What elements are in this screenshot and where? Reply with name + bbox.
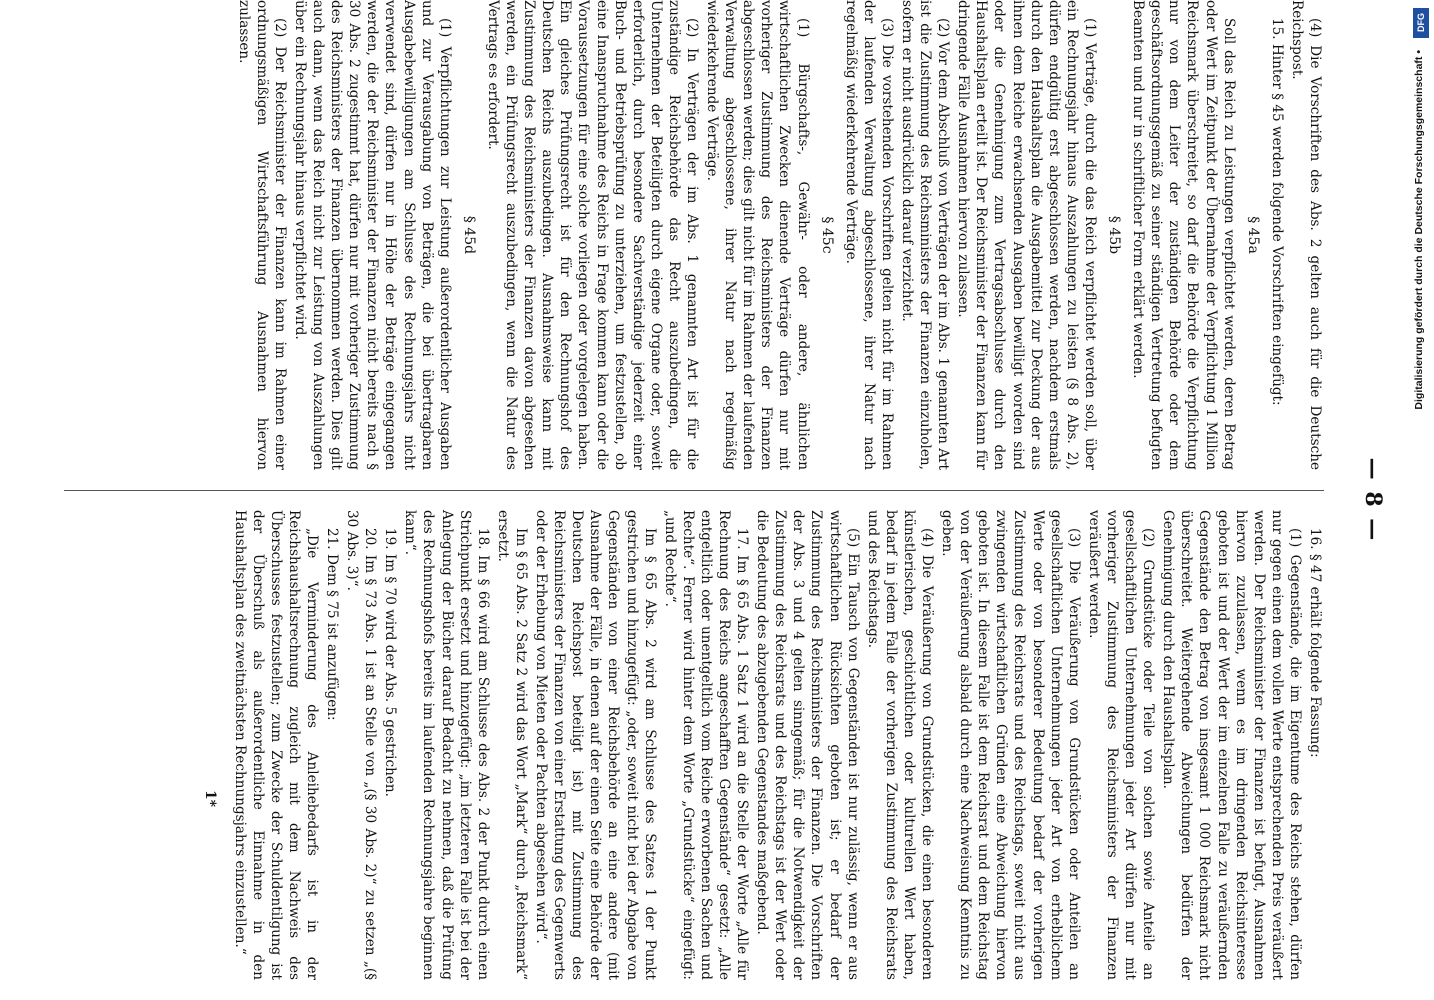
column-divider <box>64 490 1324 491</box>
paragraph: 20. Im § 73 Abs. 1 ist an Stelle von „(§ 30 Abs. 2)“ zu setzen „(§ 30 Abs. 3)“. <box>344 510 379 980</box>
section-heading: § 45d <box>460 215 477 255</box>
paragraph: 15. Hinter § 45 werden folgende Vorschriften eingefügt: <box>1268 18 1285 406</box>
paragraph: Soll das Reich zu Leistungen verpflichtet werden, deren Betrag oder Wert im Zeitpunkt der Übernahme der Verpflichtung 1 Million Reichsmark überschreitet, so darf die Behörde die Verpflichtung nur von dem Leiter der zuständigen Behörde oder dem geschäftsordnungsgemäß zu seiner ständigen Vertretung befugten Beamten und nur in schriftlicher Form erklärt werden. <box>1130 0 1237 470</box>
paragraph: (4) Die Veräußerung von Grundstücken, die einen besonderen künstlerischen, geschichtlichen oder kulturellen Wert haben, bedarf in jedem Falle der vorherigen Zustimmung des Reichsrats und des Reichstags. <box>864 510 936 980</box>
paragraph: (3) Die Veräußerung von Grundstücken oder Anteilen an gesellschaftlichen Unternehmungen jeder Art von erheblichem Werte oder von besonderer Bedeutung bedarf der vorherigen Zustimmung des Reichsrats und des Reichstags, soweit nicht aus zwingenden wirtschaftlichen Gründen eine Abweichung hiervon geboten ist. In diesem Falle ist dem Reichsrat und dem Reichstag von der Veräußerung alsbald durch eine Nachweisung Kenntnis zu geben. <box>939 510 1082 980</box>
paragraph: 16. § 47 erhält folgende Fassung: <box>1307 528 1323 758</box>
paragraph: (2) Grundstücke oder Teile von solchen sowie Anteile an gesellschaftlichen Unternehmungen jeder Art dürfen nur mit vorheriger Zustimmung des Reichsministers der Finanzen veräußert werden. <box>1085 510 1157 980</box>
signature-mark: 1* <box>202 790 218 808</box>
credit-text: Digitalisierung gefördert durch die Deutsche Forschungsgemeinschaft • <box>1413 50 1425 410</box>
paragraph: (4) Die Vorschriften des Abs. 2 gelten auch für die Deutsche Reichspost. <box>1288 0 1323 470</box>
paragraph: (2) Vor dem Abschluß von Verträgen der im Abs. 1 genannten Art ist die Zustimmung des Reichsministers der Finanzen einzuholen, sofern er nicht ausdrücklich darauf verzichtet. <box>899 0 952 470</box>
paragraph: 18. Im § 66 wird am Schlusse des Abs. 2 der Punkt durch einen Strichpunkt ersetzt und hinzugefügt: „im letzteren Falle ist bei der Anlegung der Bücher darauf Bedacht zu nehmen, daß die Prüfung des Rechnungshofs bereits im laufenden Rechnungsjahre beginnen kann“. <box>402 510 491 980</box>
section-heading: § 45c <box>818 216 835 254</box>
digitization-credit <box>1410 0 1432 1000</box>
rotated-page-content <box>64 0 1404 1000</box>
paragraph: (5) Ein Tausch von Gegenständen ist nur zulässig, wenn er aus wirtschaftlichen Rücksichten geboten ist; er bedarf der Zustimmung des Reichsministers der Finanzen. Die Vorschriften der Abs. 3 und 4 gelten sinngemäß; für die Notwendigkeit der Zustimmung des Reichsrats und des Reichstags ist der Wert oder die Bedeutung des abzugebenden Gegenstandes maßgebend. <box>754 510 861 980</box>
paragraph: 21. Dem § 75 ist anzufügen: <box>324 528 341 721</box>
right-text-column <box>228 510 1324 980</box>
dfg-logo: DFG <box>1413 8 1429 38</box>
paragraph: Im § 65 Abs. 2 Satz 2 wird das Wort „Mark“ durch „Reichsmark“ ersetzt. <box>494 510 529 980</box>
paragraph: (3) Die vorstehenden Vorschriften gelten nicht für im Rahmen der laufenden Verwaltung abgeschlossene, ihrer Natur nach regelmäßig wiederkehrende Verträge. <box>842 0 895 470</box>
section-heading: § 45a <box>1244 216 1261 254</box>
paragraph: (2) Der Reichsminister der Finanzen kann im Rahmen einer ordnungsmäßigen Wirtschaftsführung Ausnahmen hiervon zulassen. <box>235 0 288 470</box>
page-number: — 8 — <box>1360 457 1386 543</box>
paragraph: (1) Verpflichtungen zur Leistung außerordentlicher Ausgaben und zur Verausgabung von Beträgen, die bei übertragbaren Ausgabebewilligungen am Schlusse des Rechnungsjahrs nicht verwendet sind, dürfen nur in Höhe der Beträge eingegangen werden, die der Reichsminister der Finanzen nicht bereits nach § 30 Abs. 2 zugestimmt hat, dürfen nur mit vorheriger Zustimmung des Reichsministers der Finanzen übernommen werden. Dies gilt auch dann, wenn das Reich nicht zur Leistung von Auszahlungen über ein Rechnungsjahr hinaus verpflichtet wird. <box>292 0 453 470</box>
paragraph: Im § 65 Abs. 2 wird am Schlusse des Satzes 1 der Punkt gestrichen und hinzugefügt: „oder, soweit nicht bei der Abgabe von Gegenständen von einer Reichsbehörde an eine andere (mit Ausnahme der Fälle, in denen auf der einen Seite eine Behörde der Deutschen Reichspost beteiligt ist) mit Zustimmung des Reichsministers der Finanzen von einer Erstattung des Gegenwerts oder der Erhebung von Mieten oder Pachten abgesehen wird“. <box>533 510 658 980</box>
paragraph: (1) Bürgschafts-, Gewähr- oder andere, ähnlichen wirtschaftlichen Zwecken dienende Verträge dürfen nur mit vorheriger Zustimmung des Reichsministers der Finanzen abgeschlossen werden; dies gilt nicht für im Rahmen der laufenden Verwaltung abgeschlossene, ihrer Natur nach regelmäßig wiederkehrende Verträge. <box>704 0 811 470</box>
paragraph: (1) Verträge, durch die das Reich verpflichtet werden soll, über ein Rechnungsjahr hinaus Auszahlungen zu leisten (§ 8 Abs. 2), dürfen endgültig erst abgeschlossen werden, nachdem erstmals durch den Haushaltsplan die Ausgabemittel zur Deckung der aus ihnen dem Reiche erwachsenden Ausgaben bewilligt worden sind oder die Genehmigung zum Vertragsabschlusse durch den Haushaltsplan erteilt ist. Der Reichsminister der Finanzen kann für dringende Fälle Ausnahmen hiervon zulassen. <box>955 0 1098 470</box>
paragraph: (2) In Verträgen der im Abs. 1 genannten Art ist für die zuständige Reichsbehörde das Recht auszubedingen, die Unternehmen der Beteiligten durch eigene Organe oder, soweit erforderlich, durch besondere Sachverständige jederzeit einer Buch- und Betriebsprüfung zu unterziehen, um festzustellen, ob eine Inanspruchnahme des Reichs in Frage kommen kann oder die Voraussetzungen für eine solche vorliegen oder vorgelegen haben. Ein gleiches Prüfungsrecht ist für den Rechnungshof des Deutschen Reichs auszubedingen. Ausnahmsweise kann mit Zustimmung des Reichsministers der Finanzen davon abgesehen werden, ein Prüfungsrecht auszubedingen, wenn die Natur des Vertrags es erfordert. <box>484 0 700 470</box>
paragraph: (1) Gegenstände, die im Eigentume des Reichs stehen, dürfen nur gegen einen dem vollen Werte entsprechenden Preis veräußert werden. Der Reichsminister der Finanzen ist befugt, Ausnahmen hiervon zuzulassen, wenn es im dringenden Reichsinteresse geboten ist und der Wert der im einzelnen Falle zu veräußernden Gegenstände den Betrag von insgesamt 1 000 Reichsmark nicht überschreitet. Weitergehende Abweichungen bedürfen der Genehmigung durch den Haushaltsplan. <box>1160 510 1303 980</box>
section-heading: § 45b <box>1106 215 1123 255</box>
paragraph: „Die Verminderung des Anleihebedarfs ist in der Reichshaushaltsrechnung zugleich mit dem Nachweis des Überschusses festzustellen; zum Zwecke der Schuldentilgung ist der Überschuß als außerordentliche Einnahme in den Haushaltsplan des zweitnächsten Rechnungsjahrs einzustellen.“ <box>231 510 320 980</box>
paragraph: 19. Im § 70 wird der Abs. 5 gestrichen. <box>382 528 399 797</box>
left-text-column <box>233 0 1324 470</box>
paragraph: 17. Im § 65 Abs. 1 Satz 1 wird an die Stelle der Worte „Alle für Rechnung des Reichs angeschafften Gegenstände“ gesetzt: „Alle entgeltlich oder unentgeltlich vom Reiche erworbenen Sachen und Rechte“. Ferner wird hinter dem Worte „Grundstücke“ eingefügt: „und Rechte“. <box>661 510 751 980</box>
